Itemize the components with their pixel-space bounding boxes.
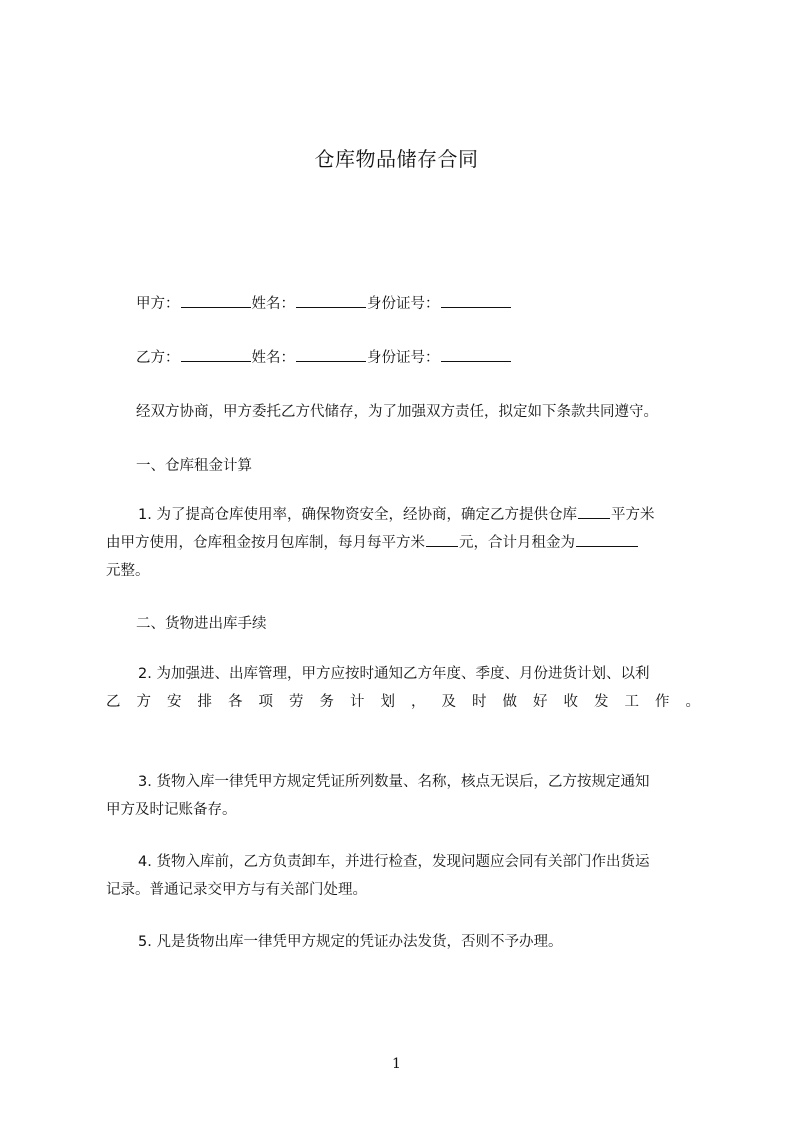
section2-heading: 二、货物进出库手续: [136, 616, 267, 632]
section1-heading: 一、仓库租金计算: [136, 458, 252, 474]
clause-2-char: 收: [563, 694, 578, 710]
clause-2-char: 务: [319, 694, 334, 710]
clause-2-char: 作: [655, 694, 670, 710]
clause-2-char: 劳: [289, 694, 304, 710]
clause-2-char: 做: [502, 694, 517, 710]
clause-1-line-2: [106, 529, 700, 557]
clause-5: [106, 928, 700, 956]
preamble: 经双方协商，甲方委托乙方代储存，为了加强双方责任，拟定如下条款共同遵守。: [136, 404, 658, 420]
clause-2-char: 排: [197, 694, 212, 710]
clause-2-char: 及: [441, 694, 456, 710]
party-a-id-blank[interactable]: [441, 293, 511, 309]
party-b-id-label: 身份证号：: [367, 350, 440, 366]
clause-5-line-1: 5. 凡是货物出库一律凭甲方规定的凭证办法发货，否则不予办理。: [138, 934, 563, 950]
clause-3-line-1: 3. 货物入库一律凭甲方规定凭证所列数量、名称，核点无误后，乙方按规定通知: [138, 774, 650, 790]
party-a-label: 甲方：: [136, 296, 180, 312]
clause-3: [106, 768, 700, 824]
page-number: 1: [392, 1056, 401, 1072]
clause-1-text-d: 元，合计月租金为: [459, 535, 575, 551]
clause-2-char: 。: [685, 694, 700, 710]
clause-2-char: ，: [411, 694, 426, 710]
clause-1-line-1: [106, 501, 700, 529]
clause-2-char: 项: [258, 694, 273, 710]
clause-1-area-blank[interactable]: [578, 504, 610, 520]
clause-2-char: 安: [167, 694, 182, 710]
clause-1-text-c: 由甲方使用，仓库租金按月包库制，每月每平方米: [106, 535, 425, 551]
document-title: 仓库物品储存合同: [314, 147, 479, 171]
clause-2-char: 好: [533, 694, 548, 710]
party-b-name-blank[interactable]: [296, 347, 366, 363]
clause-2-char: 划: [380, 694, 395, 710]
party-a-id-label: 身份证号：: [367, 296, 440, 312]
clause-2-char: 乙: [106, 694, 121, 710]
clause-2-char: 工: [624, 694, 639, 710]
clause-1-total-blank[interactable]: [576, 532, 638, 548]
clause-4-line-2: 记录。普通记录交甲方与有关部门处理。: [106, 882, 367, 898]
clause-1-price-blank[interactable]: [426, 532, 458, 548]
clause-4-line-1: 4. 货物入库前，乙方负责卸车，并进行检查，发现问题应会同有关部门作出货运: [138, 854, 650, 870]
clause-3-line-2: 甲方及时记账备存。: [106, 802, 237, 818]
party-b-line: [136, 346, 512, 367]
party-a-line: [136, 292, 512, 313]
clause-1: [106, 501, 700, 585]
party-b-id-blank[interactable]: [441, 347, 511, 363]
clause-1-text-a: 1. 为了提高仓库使用率，确保物资安全，经协商，确定乙方提供仓库: [138, 507, 577, 523]
clause-2-char: 时: [472, 694, 487, 710]
clause-4: [106, 848, 700, 904]
party-b-name-label: 姓名：: [251, 350, 295, 366]
clause-2: [106, 660, 700, 716]
clause-2-char: 方: [136, 694, 151, 710]
clause-2-line-2: [106, 688, 700, 716]
clause-2-char: 发: [594, 694, 609, 710]
party-a-name-blank[interactable]: [296, 293, 366, 309]
clause-2-line-1: 2. 为加强进、出库管理，甲方应按时通知乙方年度、季度、月份进货计划、以利: [138, 666, 650, 682]
clause-2-char: 计: [350, 694, 365, 710]
party-b-label: 乙方：: [136, 350, 180, 366]
party-a-name-label: 姓名：: [251, 296, 295, 312]
clause-1-text-b: 平方米: [610, 507, 655, 523]
party-b-blank[interactable]: [181, 347, 251, 363]
clause-1-line-3: 元整。: [106, 563, 150, 579]
clause-2-char: 各: [228, 694, 243, 710]
party-a-blank[interactable]: [181, 293, 251, 309]
